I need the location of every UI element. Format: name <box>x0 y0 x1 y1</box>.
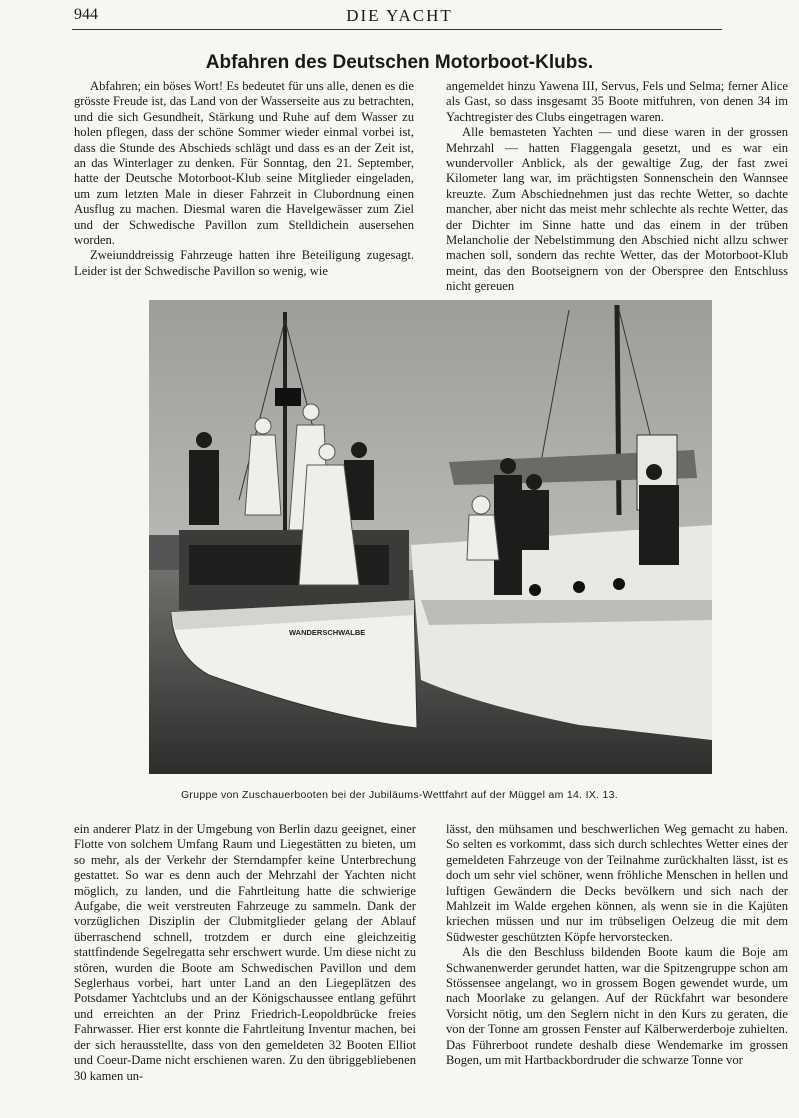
boat-name-label: WANDERSCHWALBE <box>289 628 366 637</box>
paragraph: Alle bemasteten Yachten — und diese waren in der grossen Mehrzahl — hatten Flaggengala gesetzt, und es war ein wundervoller Anblick, als der gewaltige Zug, der fast zwei Kilometer lang war, im prächtigsten Sonnenschein den Wannsee kreuzte. Zum Abschiednehmen just das rechte Wetter, so dachte mancher, aber nicht das meist mehr schlechte als rechte Wetter, das der Dichter im Sinne hatte und das einem in der trüben Melancholie der Nebelstimmung den Abschied nicht allzu schwer machen soll, sondern das rechte Wetter, das der Motorboot-Klub meint, das den Bootseignern von der Oberspree den Entschluss nicht gereuen <box>446 125 788 294</box>
boats-illustration <box>149 300 712 774</box>
paragraph: Zweiunddreissig Fahrzeuge hatten ihre Beteiligung zugesagt. Leider ist der Schwedische Pavillon so wenig, wie <box>74 248 414 278</box>
paragraph: lässt, den mühsamen und beschwerlichen Weg gemacht zu haben. So selten es vorkommt, dass sich durch schlechtes Wetter eines der gemeldeten Fahrzeuge von der Teilnahme zurückhalten lässt, ist es doch um sehr viel schöner, wenn fröhliche Menschen in hellen und luftigen Gewändern die Decks bevölkern und sich nach der Mahlzeit im Walde ergehen können, als wenn sie in die Kajüten kriechen müssen und nur im trübseligen Oelzeug die mit dem Südwester geschützten Köpfe hervorstecken. <box>446 822 788 944</box>
paragraph: Abfahren; ein böses Wort! Es bedeutet für uns alle, denen es die grösste Freude ist, das Land von der Wasserseite aus zu betrachten, und die sich Gesundheit, Stärkung und Ruhe auf dem Wasser zu holen pflegen, dass der schöne Sommer wieder einmal vorbei ist, dass die Stunde des Abschieds schlägt und dass es an der Zeit ist, an das Winterlager zu denken. Für Sonntag, den 21. September, hatte der Deutsche Motorboot-Klub seine Mitglieder eingeladen, um zum letzten Male in dieser Fahrzeit in Clubordnung einen Ausflug zu machen. Diesmal waren die Havelgewässer zum Ziel und der Schwedische Pavillon zum Stelldichein ausersehen worden. <box>74 79 414 248</box>
page-number: 944 <box>74 6 98 23</box>
paragraph: Als die den Beschluss bildenden Boote kaum die Boje am Schwanenwerder gerundet hatten, war die Spitzengruppe schon am Stössensee angelangt, wo in grossem Bogen gewendet wurde, um nach Moorlake zu gelangen. Auf der Rückfahrt war besondere Vorsicht nötig, um den Seglern nicht in den Kurs zu geraten, die von der Tonne am grossen Fenster auf Kälberwerderboje zuhielten. Das Führerboot rundete deshalb diese Wendemarke im grossen Bogen, um mit Hartbackbordruder die schwarze Tonne vor <box>446 945 788 1068</box>
column-top-right <box>446 79 788 295</box>
header-rule <box>72 29 722 30</box>
column-bottom-left <box>74 822 416 1084</box>
paragraph: ein anderer Platz in der Umgebung von Berlin dazu geeignet, einer Flotte von solchem Umfang Raum und Liegestätten zu bieten, um so mehr, als der Verkehr der Sterndampfer keine Unterbrechung gestattet. So war es denn auch der Mehrzahl der Yachten nicht möglich, zu landen, und die Fahrtleitung hatte die schwierige Aufgabe, die weit verstreuten Fahrzeuge zu sammeln. Dank der vorzüglichen Disziplin der Clubmitglieder gelang der Ablauf überraschend schnell, trotzdem er durch eine gleichzeitig stattfindende Segelregatta sehr erschwert wurde. Um diese nicht zu stören, wurden die Boote am Schwedischen Pavillon und dem Seglerhaus vorbei, hart unter Land an den Liegeplätzen des Potsdamer Yachtclubs und an der Königschaussee entlang geführt und erreichten an der Prinz Friedrich-Leopoldbrücke freies Fahrwasser. Hier erst konnte die Fahrtleitung Inventur machen, bei der sich herausstellte, dass von den gemeldeten 32 Booten Elliot und Coeur-Dame nicht erschienen waren. Zu den übriggebliebenen 30 kamen un- <box>74 822 416 1083</box>
column-bottom-right <box>446 822 788 1069</box>
photograph-motorboats <box>149 300 712 774</box>
running-title: DIE YACHT <box>346 6 453 25</box>
column-top-left <box>74 79 414 279</box>
article-title: Abfahren des Deutschen Motorboot-Klubs. <box>205 52 594 73</box>
paragraph: angemeldet hinzu Yawena III, Servus, Fels und Selma; ferner Alice als Gast, so dass insgesamt 35 Boote mitfuhren, von denen 34 im Yachtregister des Clubs eingetragen waren. <box>446 79 788 124</box>
figure-caption: Gruppe von Zuschauerbooten bei der Jubiläums-Wettfahrt auf der Müggel am 14. IX. 13. <box>180 789 619 801</box>
